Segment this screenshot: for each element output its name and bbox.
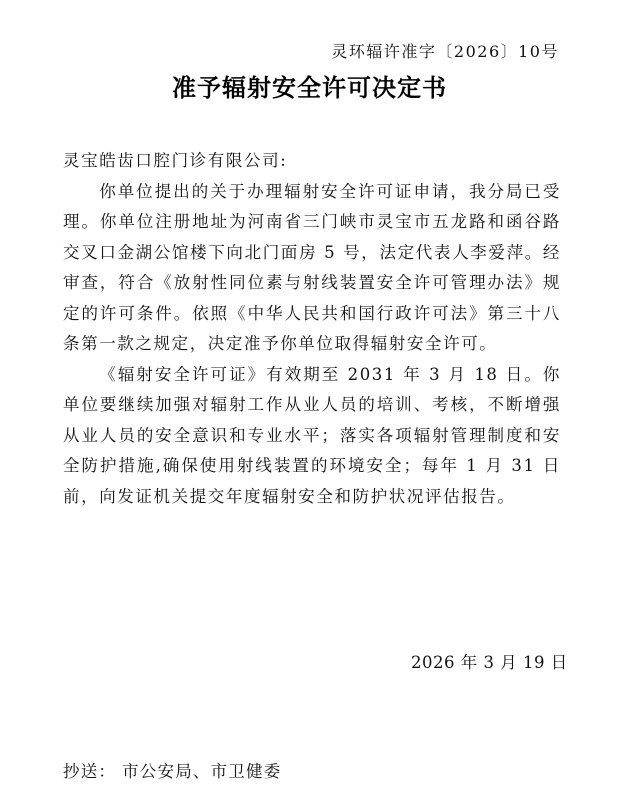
issue-date: 2026 年 3 月 19 日 — [411, 653, 568, 672]
document-number: 灵环辐许准字〔2026〕10号 — [331, 42, 559, 61]
cc-line — [63, 759, 281, 785]
cc-label: 抄送： — [63, 762, 117, 781]
document-title: 准予辐射安全许可决定书 — [172, 73, 447, 102]
body-paragraph-approval: 你单位提出的关于办理辐射安全许可证申请，我分局已受理。你单位注册地址为河南省三门峡市灵宝市五龙路和函谷路交叉口金湖公馆楼下向北门面房 5 号，法定代表人李爱萍。经审查，符合《放射性同位素与射线装置安全许可管理办法》规定的许可条件。依照《中华人民共和国行政许可法》第三十八条第一款之规定，决定准予你单位取得辐射安全许可。 — [63, 181, 561, 353]
document-body — [63, 146, 561, 512]
cc-recipients: 市公安局、市卫健委 — [122, 762, 282, 781]
body-paragraph-requirements: 《辐射安全许可证》有效期至 2031 年 3 月 18 日。你单位要继续加强对辐射工作从业人员的培训、考核，不断增强从业人员的安全意识和专业水平；落实各项辐射管理制度和安全防护措施,确保使用射线装置的环境安全；每年 1 月 31 日前，向发证机关提交年度辐射安全和防护状况评估报告。 — [63, 364, 561, 506]
addressee: 灵宝皓齿口腔门诊有限公司: — [63, 151, 288, 170]
